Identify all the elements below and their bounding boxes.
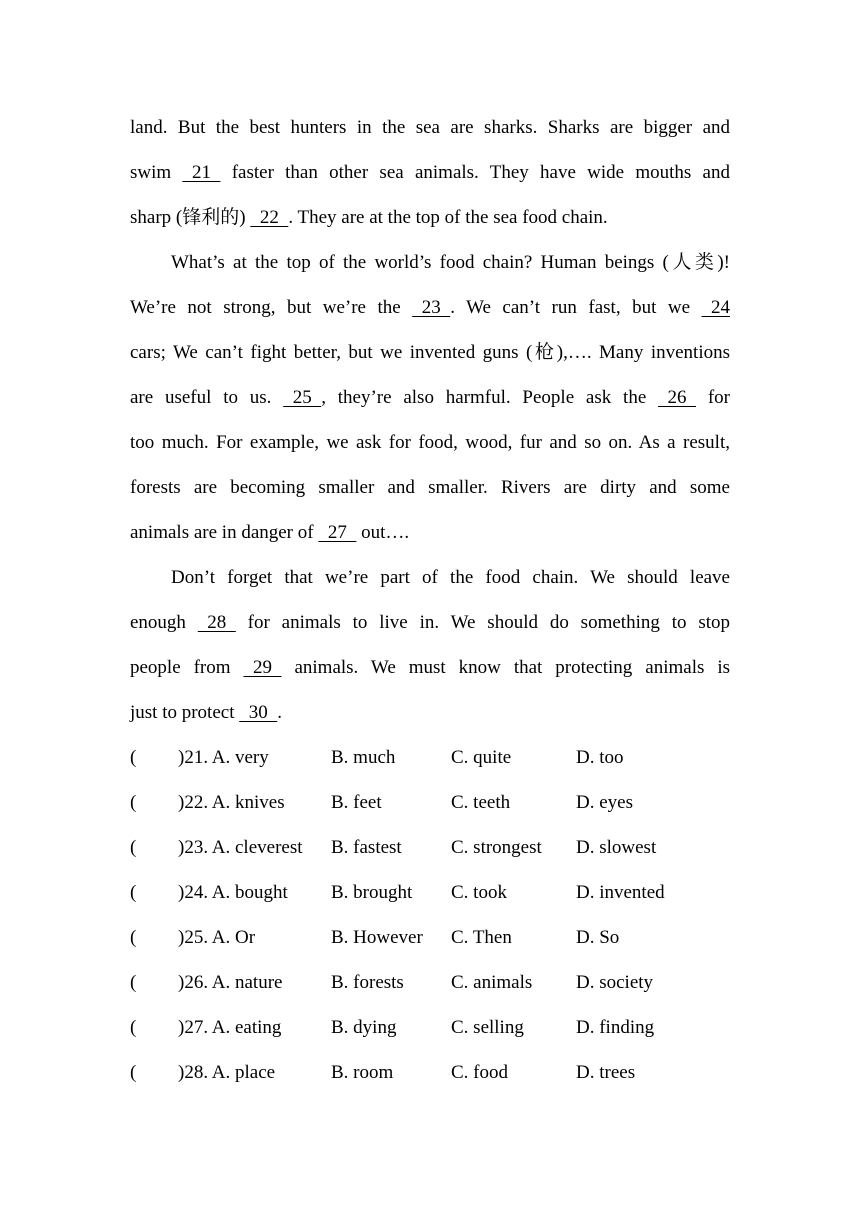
blank-26: 26 xyxy=(658,387,697,408)
blank-27: 27 xyxy=(318,522,357,543)
passage-line: land. But the best hunters in the sea are sharks. Sharks are bigger and xyxy=(130,117,730,138)
passage-line: Don’t forget that we’re part of the food chain. We should leave xyxy=(171,567,730,588)
option-a: )28. A. place xyxy=(178,1062,276,1083)
option-b: B. room xyxy=(331,1062,394,1083)
option-a: )27. A. eating xyxy=(178,1017,282,1038)
option-c: C. teeth xyxy=(451,792,511,813)
question-row xyxy=(130,960,730,1005)
answer-paren[interactable]: ( xyxy=(130,927,137,948)
blank-23: 23 xyxy=(412,297,451,318)
option-b: B. forests xyxy=(331,972,404,993)
option-b: B. feet xyxy=(331,792,382,813)
option-a: )25. A. Or xyxy=(178,927,256,948)
option-d: D. invented xyxy=(576,882,665,903)
option-b: B. fastest xyxy=(331,837,402,858)
option-a: )24. A. bought xyxy=(178,882,288,903)
answer-paren[interactable]: ( xyxy=(130,882,137,903)
answer-paren[interactable]: ( xyxy=(130,792,137,813)
option-d: D. finding xyxy=(576,1017,655,1038)
answer-paren[interactable]: ( xyxy=(130,972,137,993)
option-b: B. dying xyxy=(331,1017,397,1038)
option-c: C. Then xyxy=(451,927,512,948)
passage-line: forests are becoming smaller and smaller. Rivers are dirty and some xyxy=(130,477,730,498)
option-d: D. So xyxy=(576,927,620,948)
option-c: C. took xyxy=(451,882,507,903)
option-d: D. too xyxy=(576,747,624,768)
option-d: D. society xyxy=(576,972,654,993)
blank-30: 30 xyxy=(239,702,278,723)
option-b: B. However xyxy=(331,927,423,948)
passage-line: people from 29 animals. We must know that protecting animals is xyxy=(130,645,730,690)
option-d: D. eyes xyxy=(576,792,633,813)
option-b: B. brought xyxy=(331,882,413,903)
passage-line: We’re not strong, but we’re the 23 . We can’t run fast, but we 24 xyxy=(130,285,730,330)
question-row xyxy=(130,780,730,825)
answer-paren[interactable]: ( xyxy=(130,1062,137,1083)
answer-paren[interactable]: ( xyxy=(130,747,137,768)
document-page xyxy=(130,105,730,1095)
question-row xyxy=(130,825,730,870)
reading-passage xyxy=(130,105,730,735)
question-row xyxy=(130,1005,730,1050)
passage-line: just to protect 30 . xyxy=(130,690,730,735)
question-row xyxy=(130,735,730,780)
blank-29: 29 xyxy=(243,657,282,678)
passage-line: swim 21 faster than other sea animals. They have wide mouths and xyxy=(130,150,730,195)
option-a: )21. A. very xyxy=(178,747,269,768)
answer-paren[interactable]: ( xyxy=(130,1017,137,1038)
option-d: D. slowest xyxy=(576,837,657,858)
answer-paren[interactable]: ( xyxy=(130,837,137,858)
question-row xyxy=(130,870,730,915)
passage-line: enough 28 for animals to live in. We should do something to stop xyxy=(130,600,730,645)
passage-line: What’s at the top of the world’s food chain? Human beings (人类)! xyxy=(171,252,730,273)
option-a: )22. A. knives xyxy=(178,792,285,813)
blank-24: 24 xyxy=(701,297,730,318)
question-row xyxy=(130,915,730,960)
option-b: B. much xyxy=(331,747,396,768)
blank-28: 28 xyxy=(197,612,236,633)
option-a: )23. A. cleverest xyxy=(178,837,303,858)
option-c: C. quite xyxy=(451,747,512,768)
option-d: D. trees xyxy=(576,1062,636,1083)
passage-line: sharp (锋利的) 22 . They are at the top of the sea food chain. xyxy=(130,195,730,240)
blank-21: 21 xyxy=(182,162,221,183)
option-c: C. selling xyxy=(451,1017,524,1038)
option-c: C. strongest xyxy=(451,837,542,858)
option-c: C. food xyxy=(451,1062,508,1083)
blank-25: 25 xyxy=(283,387,322,408)
option-c: C. animals xyxy=(451,972,533,993)
question-row xyxy=(130,1050,730,1095)
option-a: )26. A. nature xyxy=(178,972,283,993)
passage-line: too much. For example, we ask for food, wood, fur and so on. As a result, xyxy=(130,432,730,453)
blank-22: 22 xyxy=(250,207,289,228)
passage-line: are useful to us. 25 , they’re also harmful. People ask the 26 for xyxy=(130,375,730,420)
passage-line: animals are in danger of 27 out…. xyxy=(130,510,730,555)
passage-line: cars; We can’t fight better, but we invented guns (枪),…. Many inventions xyxy=(130,342,730,363)
question-list xyxy=(130,735,730,1095)
